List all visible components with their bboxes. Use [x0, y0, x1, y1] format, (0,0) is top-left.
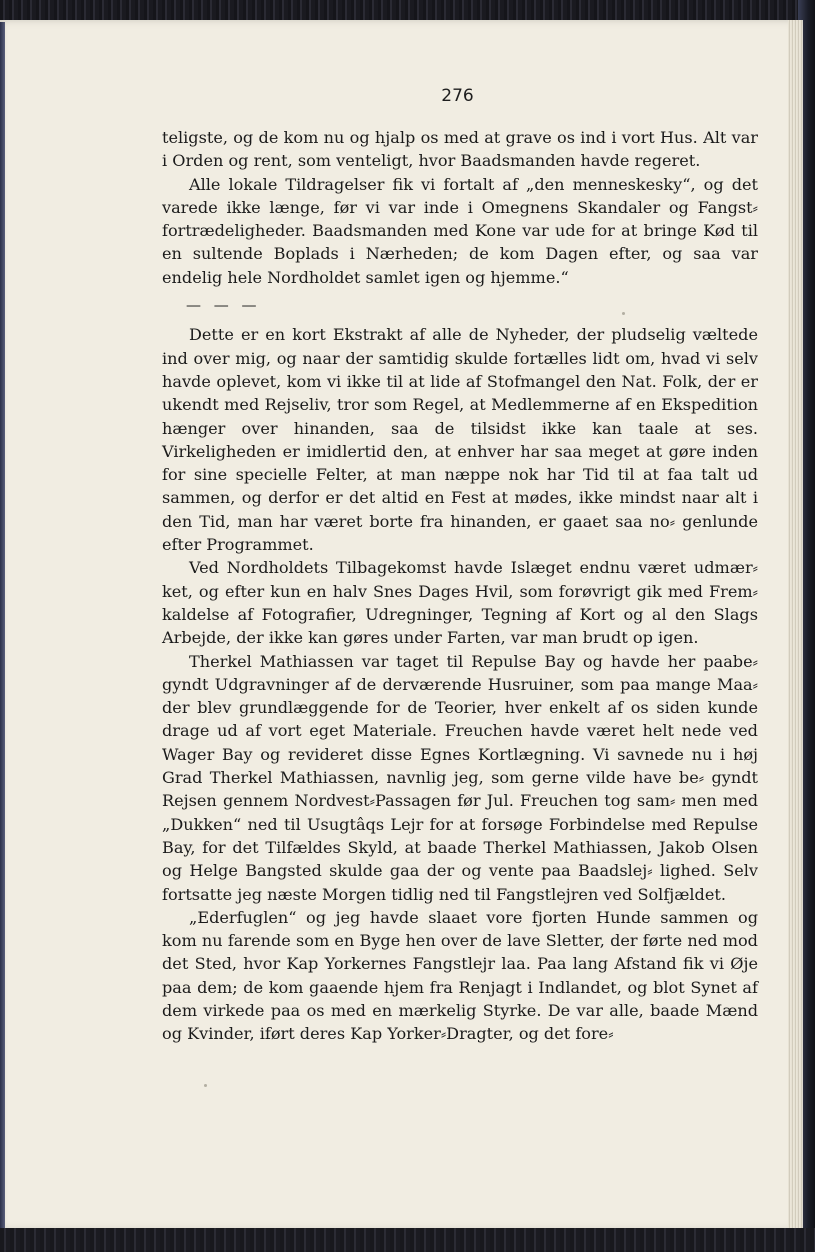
page-number: 276: [441, 86, 474, 106]
scan-frame-bottom: [0, 1228, 815, 1252]
section-separator: — — —: [186, 296, 261, 315]
scan-frame-top: [0, 0, 815, 22]
paragraph: Therkel Mathiassen var taget til Repulse Bay og havde her paabe⸗ gyndt Udgravninger af de derværende Husruiner, som paa mange Maa⸗ der blev grundlæggende for de Teorier, hver enkelt af os siden kunde drage ud af vort eget Materiale. Freuchen havde været helt nede ved Wager Bay og revideret disse Egnes Kortlægning. Vi savnede nu i høj Grad Therkel Mathiassen, navnlig jeg, som gerne vilde have be⸗ gyndt Rejsen gennem Nordvest⸗Passagen før Jul. Freuchen tog sam⸗ men med „Dukken“ ned til Usugtâqs Lejr for at forsøge Forbindelse med Repulse Bay, for det Tilfældes Skyld, at baade Therkel Mathiassen, Jakob Olsen og Helge Bangsted skulde gaa der og vente paa Baadslej⸗ lighed. Selv fortsatte jeg næste Morgen tidlig ned til Fangstlejren ved Solfjældet.: [162, 651, 758, 904]
book-cover-edge: [0, 22, 5, 1228]
page-stack-edge: [788, 20, 802, 1230]
paragraph: „Ederfuglen“ og jeg havde slaaet vore fjorten Hunde sammen og kom nu farende som en Byge hen over de lave Sletter, der førte ned mod det Sted, hvor Kap Yorkernes Fangstlejr laa. Paa lang Afstand fik vi Øje paa dem; de kom gaaende hjem fra Renjagt i Indlandet, og blot Synet af dem virkede paa os med en mærkelig Styrke. De var alle, baade Mænd og Kvinder, iført deres Kap Yorker⸗Dragter, og det fore⸗: [162, 907, 758, 1044]
paragraph: Dette er en kort Ekstrakt af alle de Nyheder, der pludselig væltede ind over mig, og naar der samtidig skulde fortælles lidt om, hvad vi selv havde oplevet, kom vi ikke til at lide af Stofmangel den Nat. Folk, der er ukendt med Rejseliv, tror som Regel, at Medlemmerne af en Ekspedition hænger over hinanden, saa de tilsidst ikke kan taale at ses. Virkeligheden er imidlertid den, at enhver har saa meget at gøre inden for sine specielle Felter, at man næppe nok har Tid til at faa talt ud sammen, og derfor er det altid en Fest at mødes, ikke mindst naar alt i den Tid, man har været borte fra hinanden, er gaaet saa no⸗ genlunde efter Programmet.: [162, 325, 758, 555]
paragraph: Ved Nordholdets Tilbagekomst havde Islæget endnu været udmær⸗ ket, og efter kun en halv Snes Dages Hvil, som forøvrigt gik med Frem⸗ kaldelse af Fotografier, Udregninger, Tegning af Kort og al den Slags Arbejde, der ikke kan gøres under Farten, var man brudt op igen.: [162, 558, 758, 648]
paragraph: teligste, og de kom nu og hjalp os med at grave os ind i vort Hus. Alt var i Orden og rent, som venteligt, hvor Baadsmanden havde regeret.: [162, 128, 758, 171]
body-text: [162, 126, 758, 1046]
paragraph: Alle lokale Tildragelser fik vi fortalt af „den menneskesky“, og det varede ikke længe, før vi var inde i Omegnens Skandaler og Fangst⸗ fortrædeligheder. Baadsmanden med Kone var ude for at bringe Kød til en sultende Boplads i Nærheden; de kom Dagen efter, og saa var endelig hele Nordholdet samlet igen og hjemme.“: [162, 174, 758, 287]
paper-speck: [204, 1084, 207, 1087]
